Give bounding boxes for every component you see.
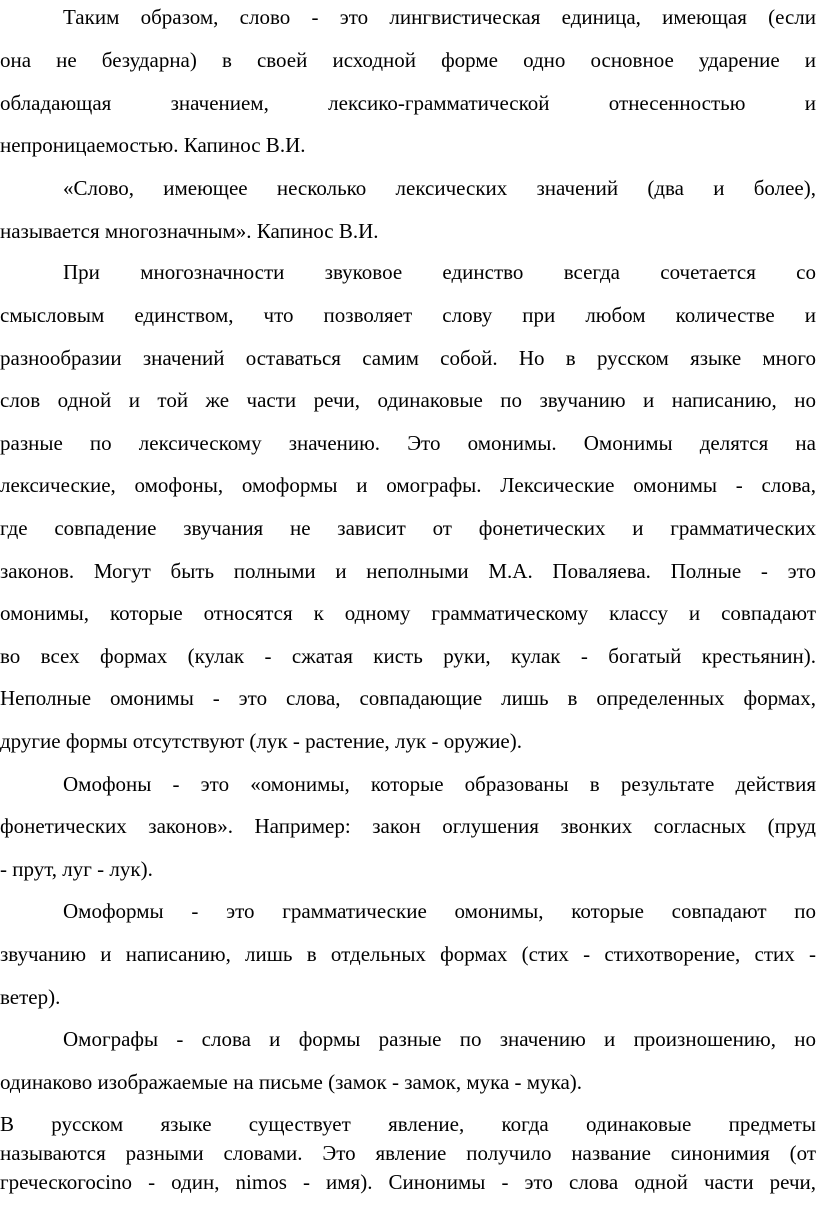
text-line: называется многозначным». Капинос В.И. bbox=[0, 219, 379, 243]
text-line: непроницаемостью. Капинос В.И. bbox=[0, 133, 306, 157]
text-line: Омоформы - это грамматические омонимы, которые совпадают по bbox=[63, 899, 816, 923]
text-line: фонетических законов». Например: закон оглушения звонких согласных (пруд bbox=[0, 814, 816, 838]
text-line: ветер). bbox=[0, 985, 61, 1009]
text-line: разнообразии значений оставаться самим собой. Но в русском языке много bbox=[0, 346, 816, 370]
text-line: разные по лексическому значению. Это омонимы. Омонимы делятся на bbox=[0, 431, 816, 455]
text-line: называются разными словами. Это явление получило название синонимия (от bbox=[0, 1141, 816, 1165]
text-line: обладающая значением, лексико-грамматической отнесенностью и bbox=[0, 91, 816, 115]
text-line: где совпадение звучания не зависит от фонетических и грамматических bbox=[0, 516, 816, 540]
text-line: омонимы, которые относятся к одному грамматическому классу и совпадают bbox=[0, 601, 816, 625]
text-line: лексические, омофоны, омоформы и омографы. Лексические омонимы - слова, bbox=[0, 473, 816, 497]
text-line: - прут, луг - лук). bbox=[0, 857, 153, 881]
text-line: смысловым единством, что позволяет слову при любом количестве и bbox=[0, 303, 816, 327]
text-line: она не безударна) в своей исходной форме одно основное ударение и bbox=[0, 48, 816, 72]
text-line: слов одной и той же части речи, одинаковые по звучанию и написанию, но bbox=[0, 388, 816, 412]
text-line: Неполные омонимы - это слова, совпадающие лишь в определенных формах, bbox=[0, 686, 816, 710]
text-line: При многозначности звуковое единство всегда сочетается со bbox=[63, 260, 816, 284]
text-line: Омофоны - это «омонимы, которые образованы в результате действия bbox=[63, 772, 816, 796]
text-line: во всех формах (кулак - сжатая кисть руки, кулак - богатый крестьянин). bbox=[0, 644, 816, 668]
text-line: законов. Могут быть полными и неполными М.А. Поваляева. Полные - это bbox=[0, 559, 816, 583]
text-line: Омографы - слова и формы разные по значению и произношению, но bbox=[63, 1027, 816, 1051]
text-line: Таким образом, слово - это лингвистическая единица, имеющая (если bbox=[63, 5, 816, 29]
text-line: одинаково изображаемые на письме (замок - замок, мука - мука). bbox=[0, 1070, 583, 1094]
text-line: В русском языке существует явление, когда одинаковые предметы bbox=[0, 1112, 816, 1136]
text-line: «Слово, имеющее несколько лексических значений (два и более), bbox=[63, 176, 816, 200]
text-line: звучанию и написанию, лишь в отдельных формах (стих - стихотворение, стих - bbox=[0, 942, 816, 966]
text-line: другие формы отсутствуют (лук - растение, лук - оружие). bbox=[0, 729, 522, 753]
text-line: греческогоcino - один, nimos - имя). Синонимы - это слова одной части речи, bbox=[0, 1170, 816, 1194]
